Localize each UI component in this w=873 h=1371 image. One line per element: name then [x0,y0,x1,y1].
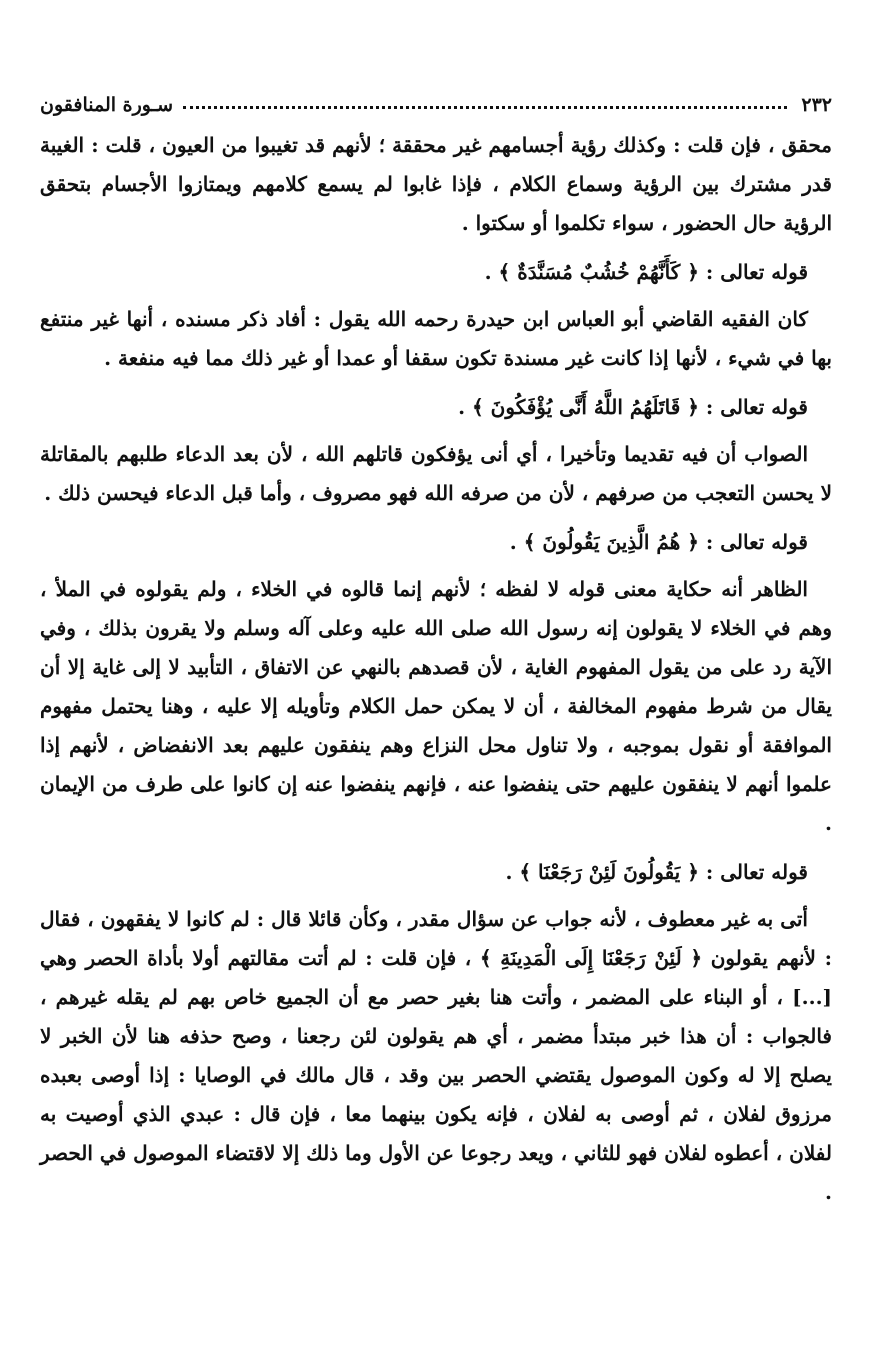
page-number: ٢٣٢ [801,94,832,116]
paragraph: كان الفقيه القاضي أبو العباس ابن حيدرة رحمه الله يقول : أفاد ذكر مسنده ، أنها غير منتفع بها في شيء ، لأنها إذا كانت غير مسندة تكون سقفا أو عمدا أو غير ذلك مما فيه منفعة . [40,307,832,370]
sura-title: سـورة المنافقون [40,94,174,116]
paragraph: الظاهر أنه حكاية معنى قوله لا لفظه ؛ لأنهم إنما قالوه في الخلاء ، ولم يقولوه في الملأ ، وهم في الخلاء لا يقولون إنه رسول الله صلى الله عليه وعلى آله وسلم ولا يقرون بذلك ، وفي الآية رد على من يقول المفهوم الغاية ، لأن قصدهم بالنهي عن الاتفاق ، التأبيد لا إلى غاية إلا أن يقال من شرط مفهوم المخالفة ، أن لا يمكن حمل الكلام وتأويله إلا عليه ، وهنا يحتمل مفهوم الموافقة أو نقول بموجبه ، ولا تناول محل النزاع وهم ينفقون عليهم بعد الانفضاض ، لأنهم إذا علموا أنهم لا ينفقون عليهم حتى ينفضوا عنه ، فإنهم ينفضوا عنه إن كانوا على طرف من الإيمان . [40,577,832,835]
verse-heading: قوله تعالى : ﴿ هُمُ الَّذِينَ يَقُولُونَ ﴾ . [509,530,808,554]
verse-heading: قوله تعالى : ﴿ كَأَنَّهُمْ خُشُبٌ مُسَنَّدَةٌ ﴾ . [484,260,808,284]
header-dotted-leader [183,105,787,109]
running-header [40,82,832,116]
verse-heading: قوله تعالى : ﴿ يَقُولُونَ لَئِنْ رَجَعْنَا ﴾ . [505,860,808,884]
paragraph: أتى به غير معطوف ، لأنه جواب عن سؤال مقدر ، وكأن قائلا قال : لم كانوا لا يفقهون ، فقال : لأنهم يقولون ﴿ لَئِنْ رَجَعْنَا إِلَى الْمَدِينَةِ ﴾ ، فإن قلت : لم أتت مقالتهم أولا بأداة الحصر وهي [...] ، أو البناء على المضمر ، وأتت هنا بغير حصر مع أن الجميع خاص بهم لم يقله غيرهم ، فالجواب : أن هذا خبر مبتدأ مضمر ، أي هم يقولون لئن رجعنا ، وصح حذفه هنا لأن الخبر لا يصلح إلا له وكون الموصول يقتضي الحصر بين وقد ، قال مالك في الوصايا : إذا أوصى بعبده مرزوق لفلان ، ثم أوصى به لفلان ، فإنه يكون بينهما معا ، فإن قال : عبدي الذي أوصيت به لفلان ، أعطوه لفلان فهو للثاني ، ويعد رجوعا عن الأول وما ذلك إلا لاقتضاء الموصول في الحصر . [40,907,832,1204]
paragraph: محقق ، فإن قلت : وكذلك رؤية أجسامهم غير محققة ؛ لأنهم قد تغيبوا من العيون ، قلت : الغيبة قدر مشترك بين الرؤية وسماع الكلام ، فإذا غابوا لم يسمع كلامهم ويمتازوا الأجسام بتحقق الرؤية حال الحضور ، سواء تكلموا أو سكتوا . [40,133,832,235]
verse-heading: قوله تعالى : ﴿ قَاتَلَهُمُ اللَّهُ أَنَّى يُؤْفَكُونَ ﴾ . [458,395,808,419]
paragraph: الصواب أن فيه تقديما وتأخيرا ، أي أنى يؤفكون قاتلهم الله ، لأن بعد الدعاء طلبهم بالمقاتلة لا يحسن التعجب من صرفهم ، لأن من صرفه الله فهو مصروف ، وأما قبل الدعاء فيحسن ذلك . [40,442,832,505]
body-text [40,126,832,1212]
page [40,82,832,1212]
